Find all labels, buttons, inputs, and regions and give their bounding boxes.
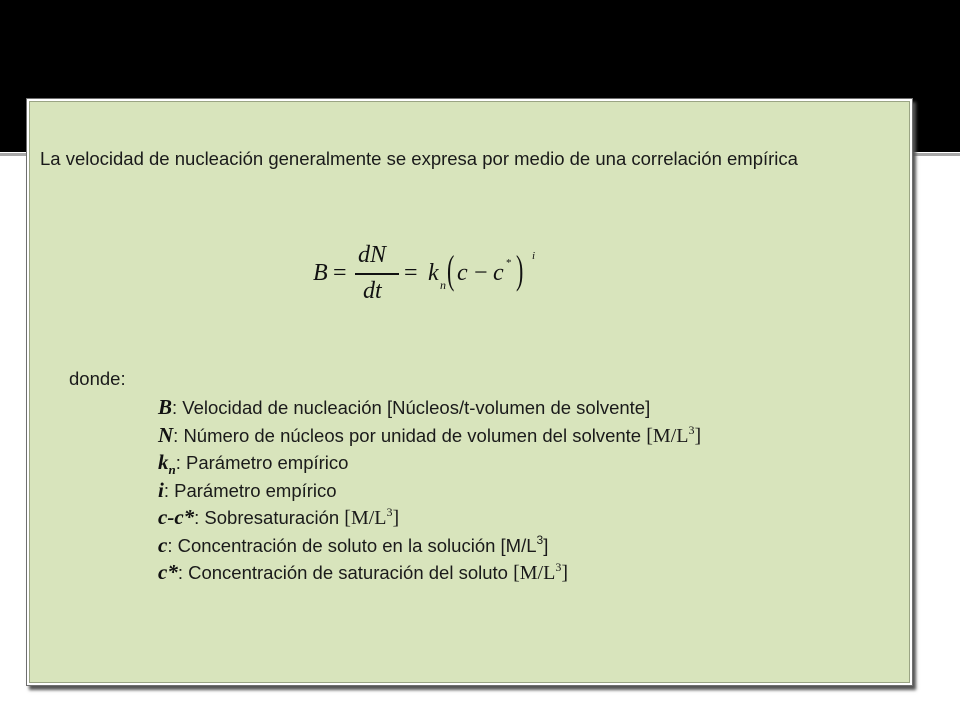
fraction-bar: [355, 273, 399, 275]
formula-close-paren: ): [515, 247, 524, 292]
definition-text: : Concentración de soluto en la solución [M/L: [167, 534, 537, 556]
divider-left: [0, 153, 32, 156]
definition-symbol: N: [158, 422, 174, 447]
formula-c: c: [457, 260, 468, 286]
unit-close: ]: [543, 534, 549, 556]
donde-label: donde:: [69, 368, 126, 389]
definition-item: [158, 422, 701, 450]
definition-symbol: c-c*: [158, 505, 195, 529]
unit-superscript: 3: [536, 532, 544, 547]
definition-item: [158, 504, 701, 532]
formula-k: k: [428, 260, 439, 286]
definition-text: : Parámetro empírico: [175, 452, 349, 473]
formula-cstar: c: [493, 260, 504, 286]
definition-item: [158, 477, 701, 505]
formula-equals-1: =: [333, 260, 347, 286]
unit-superscript: 3: [688, 422, 695, 437]
unit-close: ]: [694, 424, 702, 447]
definition-text: : Parámetro empírico: [163, 479, 337, 501]
unit-superscript: 3: [386, 505, 393, 519]
definition-symbol: c: [158, 532, 168, 557]
definition-item: [158, 559, 701, 587]
definitions-list: [158, 394, 701, 587]
definition-unit: [M/L: [513, 562, 556, 584]
content-panel: [29, 101, 910, 683]
definition-text: : Concentración de saturación del soluto: [177, 562, 514, 583]
formula-star: *: [506, 257, 512, 269]
unit-close: ]: [561, 562, 568, 584]
definition-symbol-subscript: n: [168, 462, 176, 477]
intro-text: La velocidad de nucleación generalmente se expresa por medio de una correlación empírica: [40, 148, 798, 169]
unit-superscript: 3: [555, 560, 562, 574]
definition-text: : Velocidad de nucleación [Núcleos/t-volumen de solvente]: [172, 397, 651, 418]
definition-symbol: B: [158, 395, 173, 419]
definition-unit: [M/L: [646, 424, 689, 447]
formula-minus: −: [474, 260, 488, 286]
definition-text: : Sobresaturación: [194, 507, 345, 528]
definition-symbol: i: [158, 477, 164, 502]
formula-k-subscript: n: [440, 278, 446, 292]
definition-symbol: k: [158, 450, 169, 474]
unit-close: ]: [392, 507, 400, 529]
nucleation-formula: [313, 242, 553, 306]
formula-numerator: dN: [358, 242, 387, 268]
definition-item: [158, 394, 701, 422]
divider-right: [910, 153, 960, 156]
formula-equals-2: =: [404, 260, 418, 286]
definition-item: [158, 532, 701, 560]
definition-unit: [M/L: [344, 507, 387, 529]
definition-item: [158, 449, 701, 477]
definition-text: : Número de núcleos por unidad de volumen del solvente: [173, 424, 647, 446]
formula-lhs: B: [313, 260, 328, 286]
formula-denominator: dt: [363, 278, 382, 304]
definition-symbol: c*: [158, 560, 178, 584]
formula-exponent: i: [532, 250, 536, 262]
formula-open-paren: (: [446, 247, 455, 292]
